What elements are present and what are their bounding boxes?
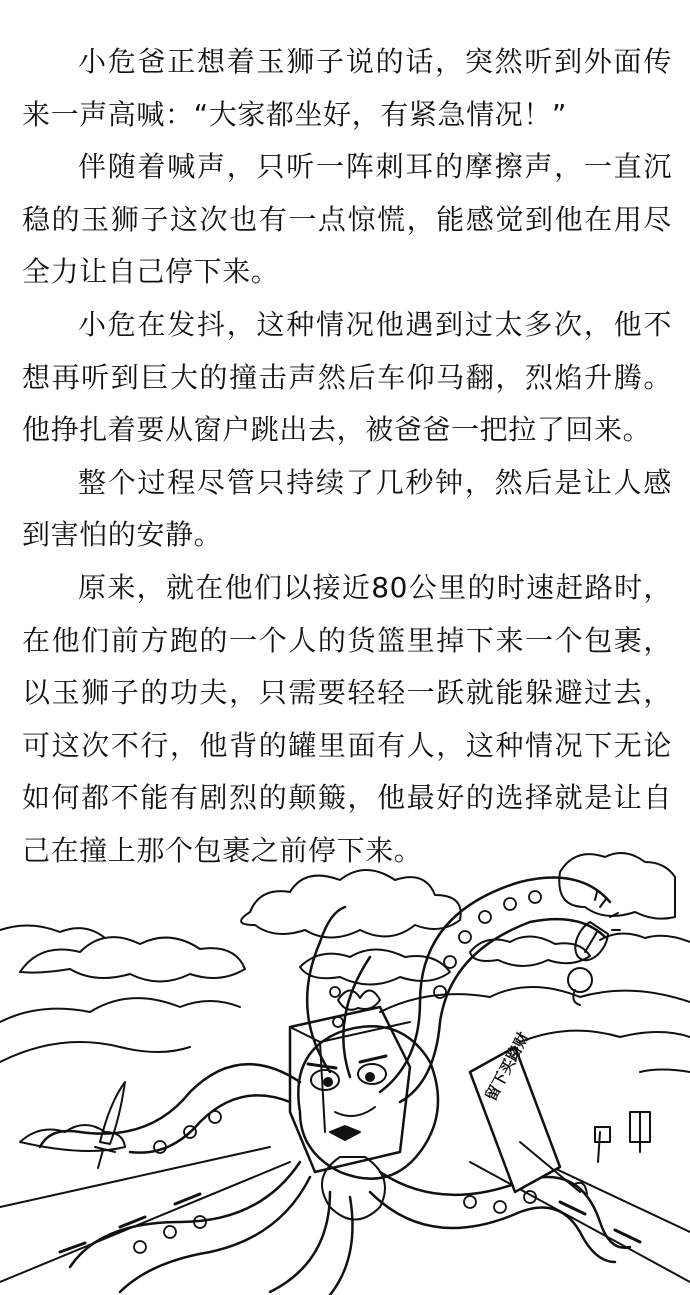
sign-text: 留下买路财	[481, 1029, 533, 1104]
paragraph-2: 伴随着喊声，只听一阵刺耳的摩擦声，一直沉稳的玉狮子这次也有一点惊慌，能感觉到他在用尽全力让自己停下来。	[22, 150, 672, 289]
sword-icon	[95, 1082, 125, 1168]
paragraph-5: 原来，就在他们以接近80公里的时速赶路时，在他们前方跑的一个人的货篮里掉下来一个包裹，以玉狮子的功夫，只需要轻轻一跃就能躲避过去，可这次不行，他背的罐里面有人，这种情况下无论如何都不能有剧烈的颠簸，他最好的选择就是让自己在撞上那个包裹之前停下来。	[22, 570, 672, 867]
signboard-icon	[470, 1029, 587, 1194]
story-text	[22, 36, 672, 878]
mace-icon	[568, 892, 620, 1005]
paragraph-1: 小危爸正想着玉狮子说的话，突然听到外面传来一声高喊：“大家都坐好，有紧急情况！”	[22, 45, 672, 131]
octopus-illustration	[0, 812, 690, 1295]
cloud-icon	[0, 853, 690, 985]
paragraph-3: 小危在发抖，这种情况他遇到过太多次，他不想再听到巨大的撞击声然后车仰马翻，烈焰升腾。他挣扎着要从窗户跳出去，被爸爸一把拉了回来。	[22, 307, 672, 447]
paragraph-4: 整个过程尽管只持续了几秒钟，然后是让人感到害怕的安静。	[22, 465, 672, 552]
